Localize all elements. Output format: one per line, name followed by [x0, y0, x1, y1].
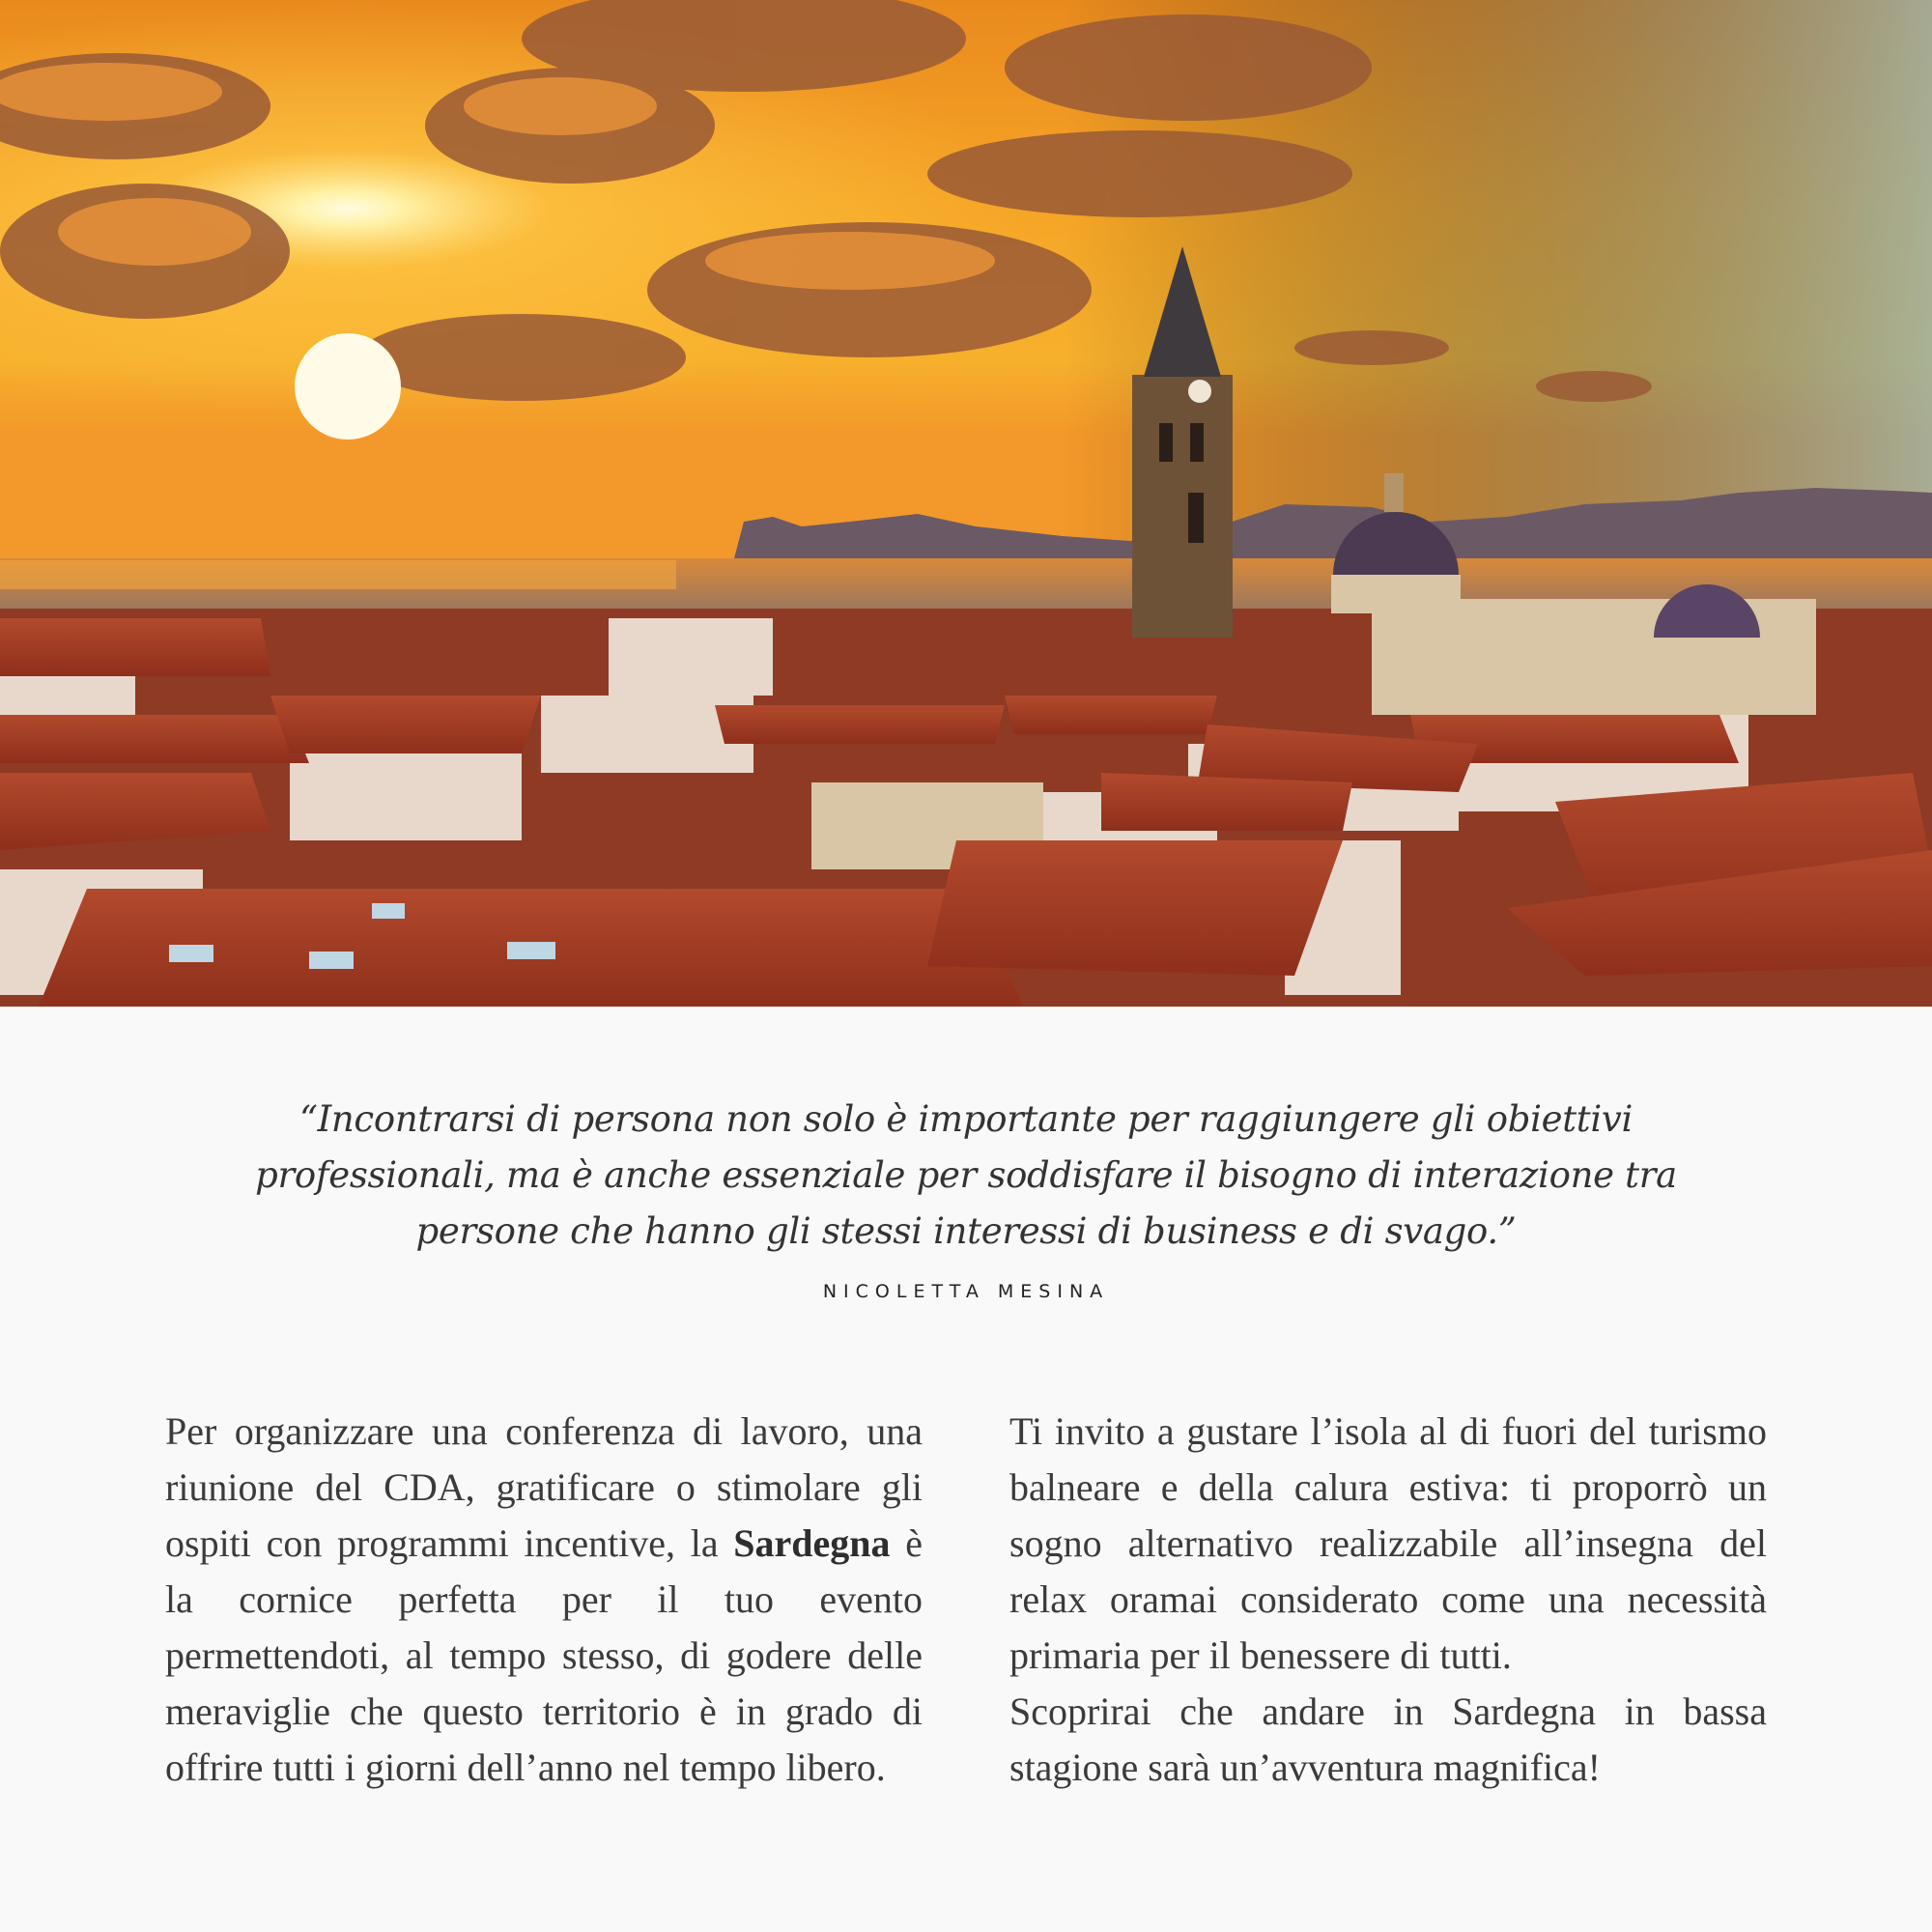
invite-column-right: [1009, 1404, 1767, 1796]
sardegna-highlight: Sardegna: [733, 1521, 891, 1565]
testimonial-quote: “Incontrarsi di persona non solo è importante per raggiungere gli obiettivi professionali, ma è anche essenziale per soddisfare il bisogno di interazione tra persone che hanno gli stessi interessi di business e di svago.”: [255, 1098, 1677, 1252]
intro-paragraph: [165, 1404, 923, 1796]
intro-column-left: [165, 1404, 923, 1796]
intro-text-end: è la cornice perfetta per il tuo evento permettendoti, al tempo stesso, di godere delle meraviglie che questo territorio è in grado di offrire tutti i giorni dell’anno nel tempo libero.: [165, 1521, 923, 1789]
quote-author: NICOLETTA MESINA: [822, 1281, 1110, 1302]
intro-text-start: Per organizzare una conferenza di lavoro, una riunione del CDA, gratificare o stimolare gli ospiti con programmi incentive, la: [165, 1409, 923, 1565]
closing-paragraph: Scoprirai che andare in Sardegna in bassa stagione sarà un’avventura magnifica!: [1009, 1690, 1767, 1789]
quote-section: [242, 1092, 1690, 1302]
invite-paragraph: Ti invito a gustare l’isola al di fuori del turismo balneare e della calura estiva: ti proporrò un sogno alternativo realizzabile all’insegna del relax oramai considerato come una necessità primaria per il benessere di tutti.: [1009, 1409, 1767, 1677]
